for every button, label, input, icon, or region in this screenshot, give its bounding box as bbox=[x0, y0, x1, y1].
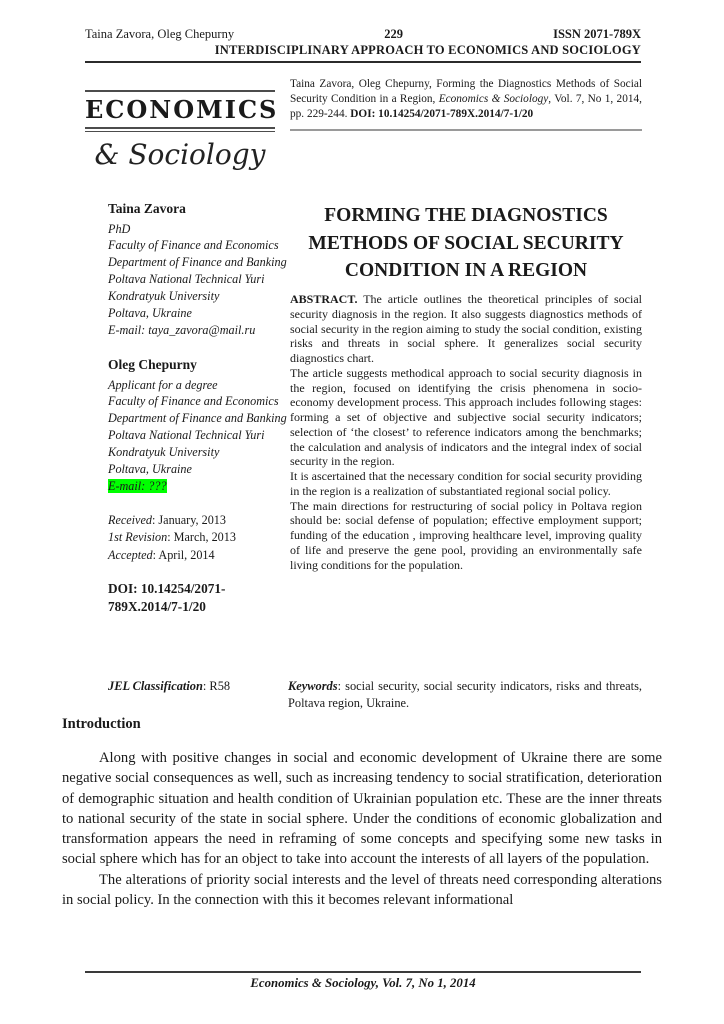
header-row-1 bbox=[85, 27, 641, 42]
date-received bbox=[108, 512, 292, 529]
email-highlight: E-mail: ??? bbox=[108, 478, 167, 493]
date-revision bbox=[108, 529, 292, 546]
abstract bbox=[290, 292, 642, 572]
header-issn: ISSN 2071-789X bbox=[553, 27, 641, 41]
body-paragraph-1: Along with positive changes in social and economic development of Ukraine there are some negative social consequences as well, such as increasing tendency to social stratification, deterioration of demographic situation and health condition of Ukrainian population etc. These are the inner threats to national security of the state in social sphere. Under the conditions of economic globalization and transformation appears the need in reframing of some concepts and specifying some new tasks in social sphere which has for an object to take into account the interests of all layers of the population. bbox=[62, 750, 662, 868]
introduction-body bbox=[62, 748, 662, 910]
header-journal-line: INTERDISCIPLINARY APPROACH TO ECONOMICS AND SOCIOLOGY bbox=[214, 43, 641, 57]
section-heading-introduction: Introduction bbox=[62, 716, 141, 732]
citation-journal-name: Economics & Sociology bbox=[438, 92, 549, 105]
dates-block bbox=[108, 512, 292, 564]
doi-block: DOI: 10.14254/2071-789X.2014/7-1/20 bbox=[108, 581, 226, 615]
jel-classification bbox=[108, 678, 272, 711]
logo-rule-top bbox=[85, 90, 275, 92]
author-faculty: Faculty of Finance and Economics bbox=[108, 238, 279, 253]
abstract-paragraph-4: The main directions for restructuring of social policy in Poltava region should be: social defense of population; effective employment support; funding of the education , improving healthcare level, improving quality of life and preserve the gene pool, providing an environmentally safe living conditions for the population. bbox=[290, 498, 642, 572]
author-department: Department of Finance and Banking bbox=[108, 255, 287, 270]
date-revision-label: 1st Revision bbox=[108, 530, 168, 545]
page-header bbox=[85, 27, 641, 63]
body-paragraph-2: The alterations of priority social interests and the level of threats need corresponding alterations in social policy. In the connection with this it becomes relevant informational bbox=[62, 871, 662, 908]
jel-label: JEL Classification bbox=[108, 679, 203, 693]
author-university: Poltava National Technical Yuri Kondratyuk University bbox=[108, 272, 265, 303]
author-location: Poltava, Ukraine bbox=[108, 461, 192, 476]
citation-block bbox=[290, 77, 642, 131]
author-department: Department of Finance and Banking bbox=[108, 411, 287, 426]
citation-text: Taina Zavora, Oleg Chepurny, Forming the Diagnostics Methods of Social Security Condition in a Region, bbox=[290, 78, 642, 105]
citation-volume-pages: , Vol. 7, No 1, 2014, pp. 229-244. bbox=[290, 92, 642, 120]
jel-keywords-row bbox=[108, 678, 642, 711]
header-page-number: 229 bbox=[384, 27, 403, 41]
abstract-label: ABSTRACT. bbox=[290, 292, 358, 306]
author-location: Poltava, Ukraine bbox=[108, 305, 192, 320]
abstract-paragraph-3: It is ascertained that the necessary condition for social security providing in the region is a realization of substantiated regional social policy. bbox=[290, 469, 642, 498]
date-revision-value: : March, 2013 bbox=[167, 530, 236, 545]
author-email: E-mail: taya_zavora@mail.ru bbox=[108, 322, 256, 337]
page-footer: Economics & Sociology, Vol. 7, No 1, 2014 bbox=[85, 971, 641, 991]
author-block-1 bbox=[108, 200, 292, 338]
keywords-text: : social security, social security indicators, risks and threats, Poltava region, Ukraine. bbox=[288, 679, 642, 710]
author-university: Poltava National Technical Yuri Kondratyuk University bbox=[108, 428, 265, 459]
keywords-block bbox=[288, 678, 642, 711]
author-block-2 bbox=[108, 356, 292, 494]
author-email-highlighted bbox=[108, 478, 292, 495]
keywords-label: Keywords bbox=[288, 679, 338, 693]
abstract-text-1: The article outlines the theoretical principles of social security diagnosis in the region. It also suggests diagnostics methods of social security in the region aiming to study the social condition, existing risks and threats in social sphere. It generalizes social security diagnostics chart. bbox=[290, 292, 642, 365]
journal-logo bbox=[85, 90, 279, 171]
author-role: Applicant for a degree bbox=[108, 377, 218, 392]
article-title: FORMING THE DIAGNOSTICS METHODS OF SOCIAL SECURITY CONDITION IN A REGION bbox=[308, 205, 624, 282]
abstract-paragraph-1 bbox=[290, 292, 642, 366]
date-accepted-value: : April, 2014 bbox=[152, 547, 215, 562]
date-accepted-label: Accepted bbox=[108, 547, 153, 562]
header-authors: Taina Zavora, Oleg Chepurny bbox=[85, 27, 235, 41]
date-received-value: : January, 2013 bbox=[151, 513, 226, 527]
jel-value: : R58 bbox=[202, 679, 231, 693]
logo-title: ECONOMICS bbox=[85, 95, 279, 124]
author-faculty: Faculty of Finance and Economics bbox=[108, 394, 279, 409]
author-name: Taina Zavora bbox=[108, 201, 186, 216]
date-accepted bbox=[108, 547, 292, 564]
citation-doi: DOI: 10.14254/2071-789X.2014/7-1/20 bbox=[350, 107, 534, 120]
logo-rule-double bbox=[85, 127, 275, 132]
abstract-paragraph-2: The article suggests methodical approach to social security diagnosis in the region, focused on identifying the crisis phenomena in socio-economy development process. This approach includes following stages: forming a set of objective and subjective social security indicators; selection of ‘the closest’ to reference indicators among the benchmarks; the calculation and analysis of indicators and the integral index of social security in the region. bbox=[290, 365, 642, 469]
author-role: PhD bbox=[108, 221, 131, 236]
date-received-label: Received bbox=[108, 513, 152, 527]
logo-subtitle: & Sociology bbox=[94, 138, 266, 171]
author-name: Oleg Chepurny bbox=[108, 357, 197, 372]
